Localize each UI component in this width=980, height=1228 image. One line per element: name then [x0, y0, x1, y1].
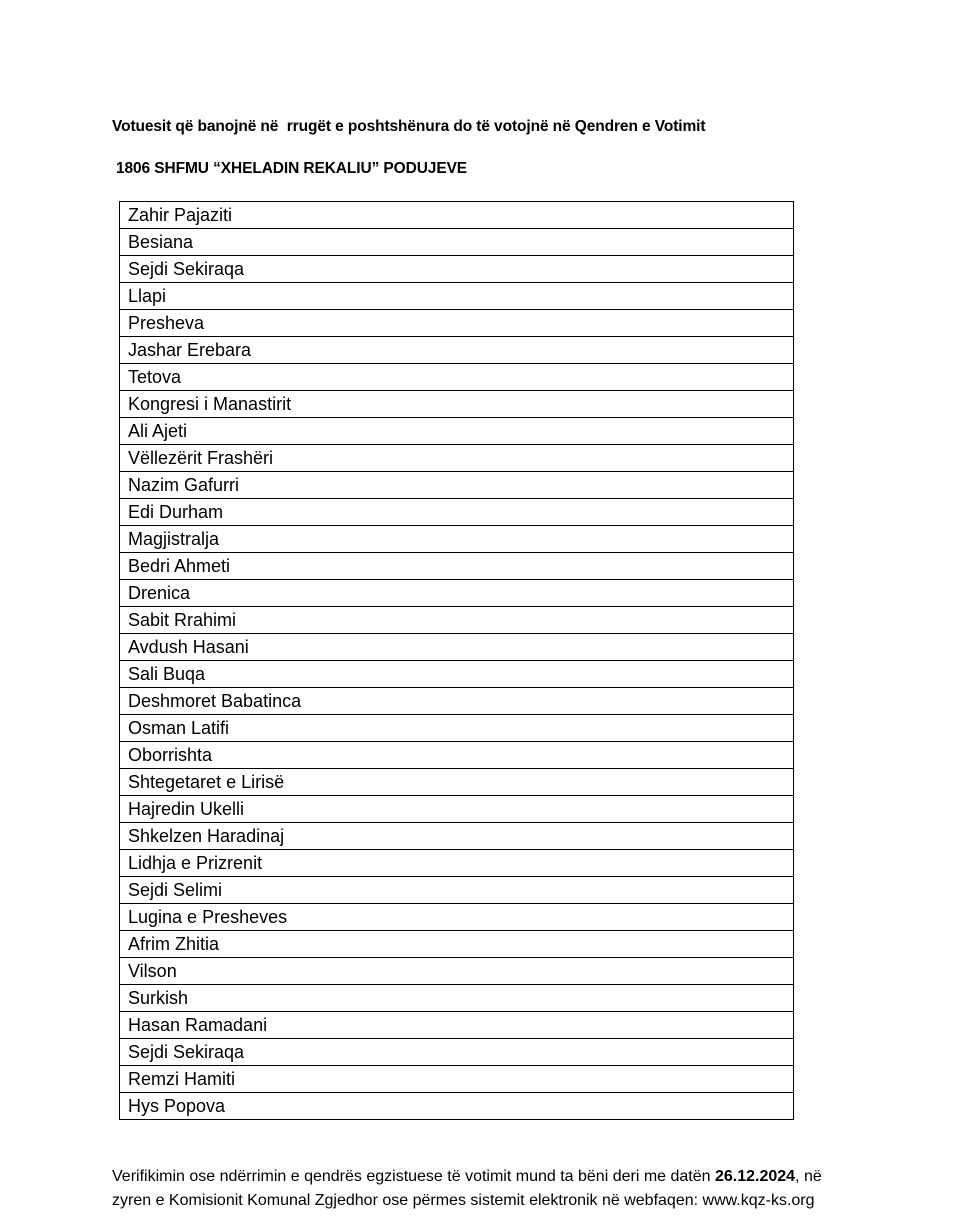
street-name: Afrim Zhitia: [120, 931, 794, 958]
street-name: Sali Buqa: [120, 661, 794, 688]
streets-table-body: [120, 202, 794, 1120]
table-row: [120, 985, 794, 1012]
footer-text-mid: , në: [795, 1168, 822, 1185]
table-row: [120, 580, 794, 607]
street-name: Shkelzen Haradinaj: [120, 823, 794, 850]
table-row: [120, 553, 794, 580]
street-name: Hasan Ramadani: [120, 1012, 794, 1039]
table-row: [120, 364, 794, 391]
table-row: [120, 499, 794, 526]
deadline-date: 26.12.2024: [714, 1168, 796, 1185]
street-name: Shtegetaret e Lirisë: [120, 769, 794, 796]
street-name: Deshmoret Babatinca: [120, 688, 794, 715]
street-name: Surkish: [120, 985, 794, 1012]
table-row: [120, 661, 794, 688]
table-row: [120, 769, 794, 796]
table-row: [120, 256, 794, 283]
table-row: [120, 1012, 794, 1039]
street-name: Lugina e Presheves: [120, 904, 794, 931]
street-name: Ali Ajeti: [120, 418, 794, 445]
footer-text-start: Verifikimin ose ndërrimin e qendrës egzistuese të votimit mund ta bëni deri me datën: [112, 1168, 715, 1185]
table-row: [120, 715, 794, 742]
document-heading: Votuesit që banojnë në rrugët e poshtshënura do të votojnë në Qendren e Votimit: [112, 118, 706, 135]
footer-text-end: zyren e Komisionit Komunal Zgjedhor ose përmes sistemit elektronik në webfaqen: www.kqz-ks.org: [112, 1192, 815, 1209]
street-name: Vilson: [120, 958, 794, 985]
table-row: [120, 472, 794, 499]
table-row: [120, 634, 794, 661]
table-row: [120, 1039, 794, 1066]
table-row: [120, 823, 794, 850]
street-name: Besiana: [120, 229, 794, 256]
street-name: Kongresi i Manastirit: [120, 391, 794, 418]
table-row: [120, 202, 794, 229]
footer-note: [112, 1165, 892, 1213]
streets-table: [119, 201, 794, 1120]
street-name: Presheva: [120, 310, 794, 337]
table-row: [120, 526, 794, 553]
table-row: [120, 958, 794, 985]
table-row: [120, 742, 794, 769]
street-name: Zahir Pajaziti: [120, 202, 794, 229]
street-name: Nazim Gafurri: [120, 472, 794, 499]
table-row: [120, 688, 794, 715]
street-name: Bedri Ahmeti: [120, 553, 794, 580]
street-name: Sejdi Sekiraqa: [120, 1039, 794, 1066]
table-row: [120, 337, 794, 364]
street-name: Sabit Rrahimi: [120, 607, 794, 634]
table-row: [120, 877, 794, 904]
street-name: Hys Popova: [120, 1093, 794, 1120]
street-name: Avdush Hasani: [120, 634, 794, 661]
table-row: [120, 391, 794, 418]
voting-center-name: 1806 SHFMU “XHELADIN REKALIU” PODUJEVE: [116, 160, 468, 177]
street-name: Osman Latifi: [120, 715, 794, 742]
street-name: Lidhja e Prizrenit: [120, 850, 794, 877]
street-name: Remzi Hamiti: [120, 1066, 794, 1093]
street-name: Tetova: [120, 364, 794, 391]
street-name: Sejdi Selimi: [120, 877, 794, 904]
street-name: Oborrishta: [120, 742, 794, 769]
table-row: [120, 310, 794, 337]
street-name: Jashar Erebara: [120, 337, 794, 364]
street-name: Vëllezërit Frashëri: [120, 445, 794, 472]
table-row: [120, 445, 794, 472]
table-row: [120, 229, 794, 256]
table-row: [120, 418, 794, 445]
street-name: Magjistralja: [120, 526, 794, 553]
table-row: [120, 796, 794, 823]
street-name: Sejdi Sekiraqa: [120, 256, 794, 283]
street-name: Llapi: [120, 283, 794, 310]
table-row: [120, 931, 794, 958]
street-name: Edi Durham: [120, 499, 794, 526]
table-row: [120, 283, 794, 310]
table-row: [120, 607, 794, 634]
table-row: [120, 1093, 794, 1120]
table-row: [120, 904, 794, 931]
table-row: [120, 1066, 794, 1093]
table-row: [120, 850, 794, 877]
street-name: Drenica: [120, 580, 794, 607]
street-name: Hajredin Ukelli: [120, 796, 794, 823]
